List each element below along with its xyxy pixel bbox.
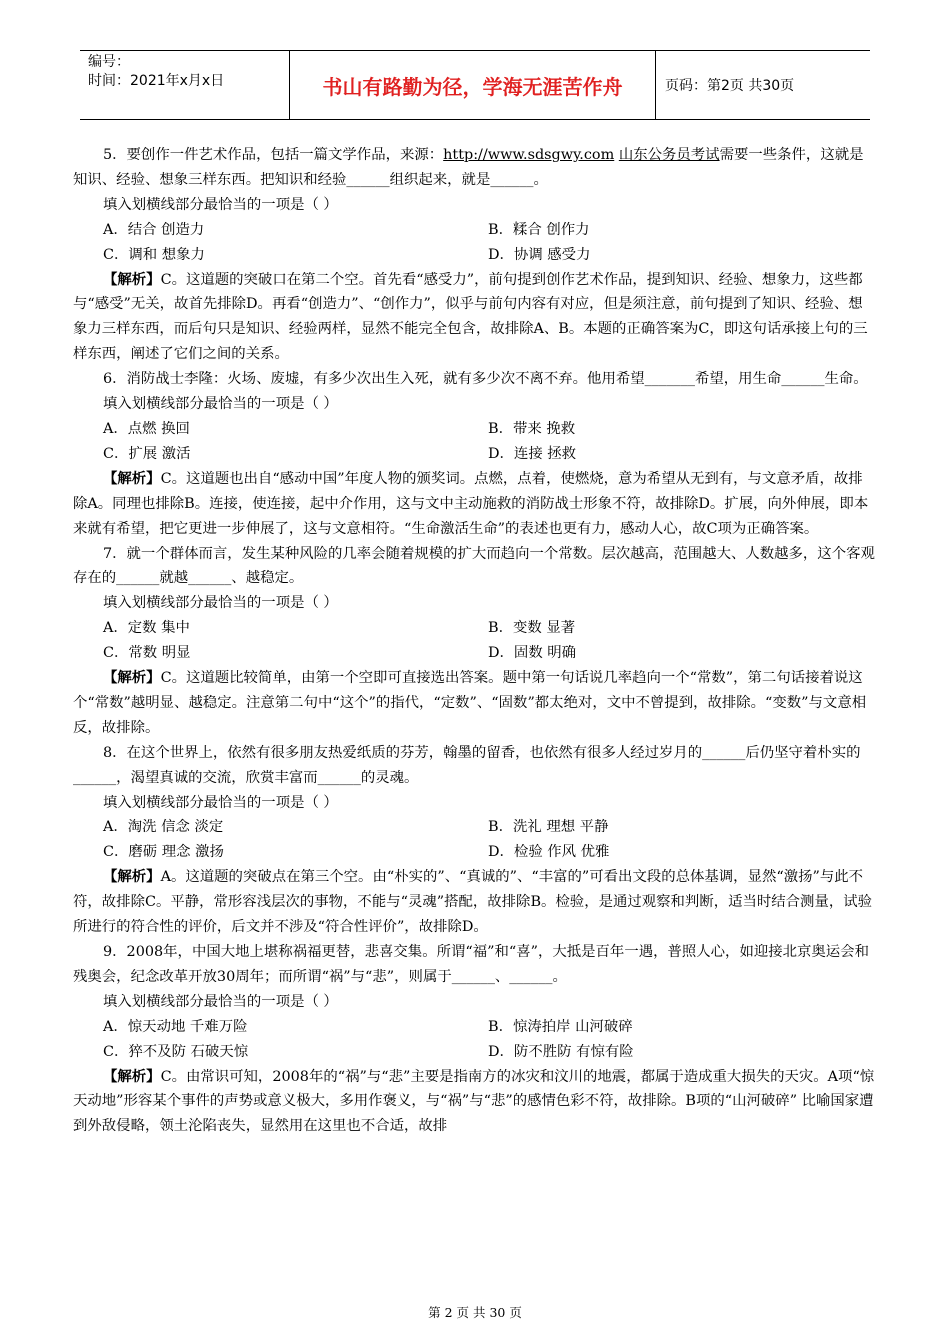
- options-row: [73, 641, 876, 666]
- option-d: D．防不胜防 有惊有险: [488, 1043, 634, 1060]
- options-row: [73, 815, 876, 840]
- option-c: C．常数 明显: [103, 645, 191, 662]
- options-row: [73, 1040, 876, 1065]
- option-b: B．糅合 创作力: [488, 221, 590, 238]
- question-stem: 6．消防战士李隆：火场、废墟，有多少次出生入死，就有多少次不离不弃。他用希望_______希望，用生命______生命。: [103, 371, 868, 388]
- header-motto: 书山有路勤为径，学海无涯苦作舟: [322, 74, 623, 99]
- option-b: B．洗礼 理想 平静: [488, 819, 609, 836]
- page-header: [80, 50, 870, 120]
- options-row: [73, 616, 876, 641]
- analysis-label: 【解析】: [103, 469, 161, 487]
- header-page-info: 页码：第2页 共30页: [665, 78, 795, 94]
- option-c: C．调和 想象力: [103, 246, 205, 263]
- option-d: D．协调 感受力: [488, 246, 591, 263]
- question-9: [73, 940, 876, 1139]
- option-c: C．猝不及防 石破天惊: [103, 1043, 249, 1060]
- options-row: [73, 218, 876, 243]
- analysis-label: 【解析】: [103, 1067, 161, 1085]
- question-stem: 9．2008年，中国大地上堪称祸福更替，悲喜交集。所谓“福”和“喜”，大抵是百年一遇，普照人心，如迎接北京奥运会和残奥会，纪念改革开放30周年；而所谓“祸”与“悲”，则属于______、______。: [73, 944, 869, 985]
- analysis: 【解析】C。由常识可知，2008年的“祸”与“悲”主要是指南方的冰灾和汶川的地震，都属于造成重大损失的天灾。A项“惊天动地”形容某个事件的声势或意义极大，多用作褒义，与“祸”与“悲”的感情色彩不符，故排除。B项的“山河破碎” 比喻国家遭到外敌侵略，领土沦陷丧失，显然用在这里也不合适，故排: [73, 1067, 875, 1135]
- option-b: B．惊涛拍岸 山河破碎: [488, 1018, 633, 1035]
- analysis-label: 【解析】: [103, 669, 161, 687]
- question-7: [73, 542, 876, 741]
- analysis: 【解析】C。这道题的突破口在第二个空。首先看“感受力”，前句提到创作艺术作品，提到知识、经验、想象力，这些都与“感受”无关，故首先排除D。再看“创造力”、“创作力”，似乎与前句内容有对应，但是须注意，前句提到了知识、经验、想象力三样东西，而后句只是知识、经验两样，显然不能完全包含，故排除A、B。本题的正确答案为C，即这句话承接上句的三样东西，阐述了它们之间的关系。: [73, 270, 868, 363]
- document-body: [73, 143, 876, 1139]
- options-row: [73, 243, 876, 268]
- question-6: [73, 367, 876, 541]
- header-meta: [88, 53, 288, 117]
- page-footer: 第 2 页 共 30 页: [428, 1305, 522, 1320]
- options-row: [73, 840, 876, 865]
- document-number-label: 编号：: [88, 54, 130, 70]
- analysis-label: 【解析】: [103, 868, 161, 886]
- option-a: A．惊天动地 千难万险: [103, 1018, 248, 1035]
- option-a: A．定数 集中: [103, 620, 190, 637]
- analysis: 【解析】C。这道题比较简单，由第一个空即可直接选出答案。题中第一句话说几率趋向一个“常数”，第二句话接着说这个“常数”越明显、越稳定。注意第二句中“这个”的指代，“定数”、“固数”都太绝对，文中不曾提到，故排除。“变数”与文意相反，故排除。: [73, 669, 867, 736]
- analysis: 【解析】A。这道题的突破点在第三个空。由“朴实的”、“真诚的”、“丰富的”可看出文段的总体基调，显然“激扬”与此不符，故排除C。平静，常形容浅层次的事物，不能与“灵魂”搭配，故排除B。检验，是通过观察和判断，适当时结合测量，试验所进行的符合性的评价，后文并不涉及“符合性评价”，故排除D。: [73, 868, 873, 936]
- source-link[interactable]: http://www.sdsgwy.com: [443, 147, 615, 163]
- option-b: B．带来 挽救: [488, 420, 576, 437]
- analysis: 【解析】C。这道题也出自“感动中国”年度人物的颁奖词。点燃，点着，使燃烧，意为希望从无到有，与文意矛盾，故排除A。同理也排除B。连接，使连接，起中介作用，这与文中主动施救的消防战士形象不符，故排除D。扩展，向外伸展，即本来就有希望，把它更进一步伸展了，这与文意相符。“生命激活生命”的表述也更有力，感动人心，故C项为正确答案。: [73, 469, 869, 537]
- option-d: D．固数 明确: [488, 645, 577, 662]
- document-time-label: 时间：2021年x月x日: [88, 73, 225, 89]
- question-8: [73, 741, 876, 940]
- source-link-text[interactable]: 山东公务员考试: [618, 147, 720, 163]
- question-prompt: 填入划横线部分最恰当的一项是（ ）: [103, 794, 338, 811]
- question-prompt: 填入划横线部分最恰当的一项是（ ）: [103, 993, 338, 1010]
- option-d: D．连接 拯救: [488, 445, 577, 462]
- option-c: C．磨砺 理念 激扬: [103, 844, 224, 861]
- option-b: B．变数 显著: [488, 620, 576, 637]
- analysis-label: 【解析】: [103, 270, 161, 288]
- option-d: D．检验 作风 优雅: [488, 844, 610, 861]
- option-a: A．点燃 换回: [103, 420, 190, 437]
- question-stem: 8．在这个世界上，依然有很多朋友热爱纸质的芬芳，翰墨的留香，也依然有很多人经过岁月的______后仍坚守着朴实的______，渴望真诚的交流，欣赏丰富而______的灵魂。: [73, 744, 861, 786]
- option-c: C．扩展 激活: [103, 445, 191, 462]
- option-a: A．淘洗 信念 淡定: [103, 819, 224, 836]
- question-stem: 5．要创作一件艺术作品，包括一篇文学作品，来源：http://www.sdsgwy.com 山东公务员考试需要一些条件，这就是知识、经验、想象三样东西。把知识和经验______组织起来，就是______。: [73, 147, 864, 188]
- question-prompt: 填入划横线部分最恰当的一项是（ ）: [103, 396, 338, 413]
- header-divider: [655, 51, 656, 119]
- options-row: [73, 1015, 876, 1040]
- options-row: [73, 417, 876, 442]
- question-stem: 7．就一个群体而言，发生某种风险的几率会随着规模的扩大而趋向一个常数。层次越高，范围越大、人数越多，这个客观存在的______就越______、越稳定。: [73, 545, 875, 587]
- question-prompt: 填入划横线部分最恰当的一项是（ ）: [103, 595, 338, 612]
- question-5: [73, 143, 876, 367]
- question-prompt: 填入划横线部分最恰当的一项是（ ）: [103, 196, 338, 213]
- option-a: A．结合 创造力: [103, 221, 205, 238]
- options-row: [73, 442, 876, 467]
